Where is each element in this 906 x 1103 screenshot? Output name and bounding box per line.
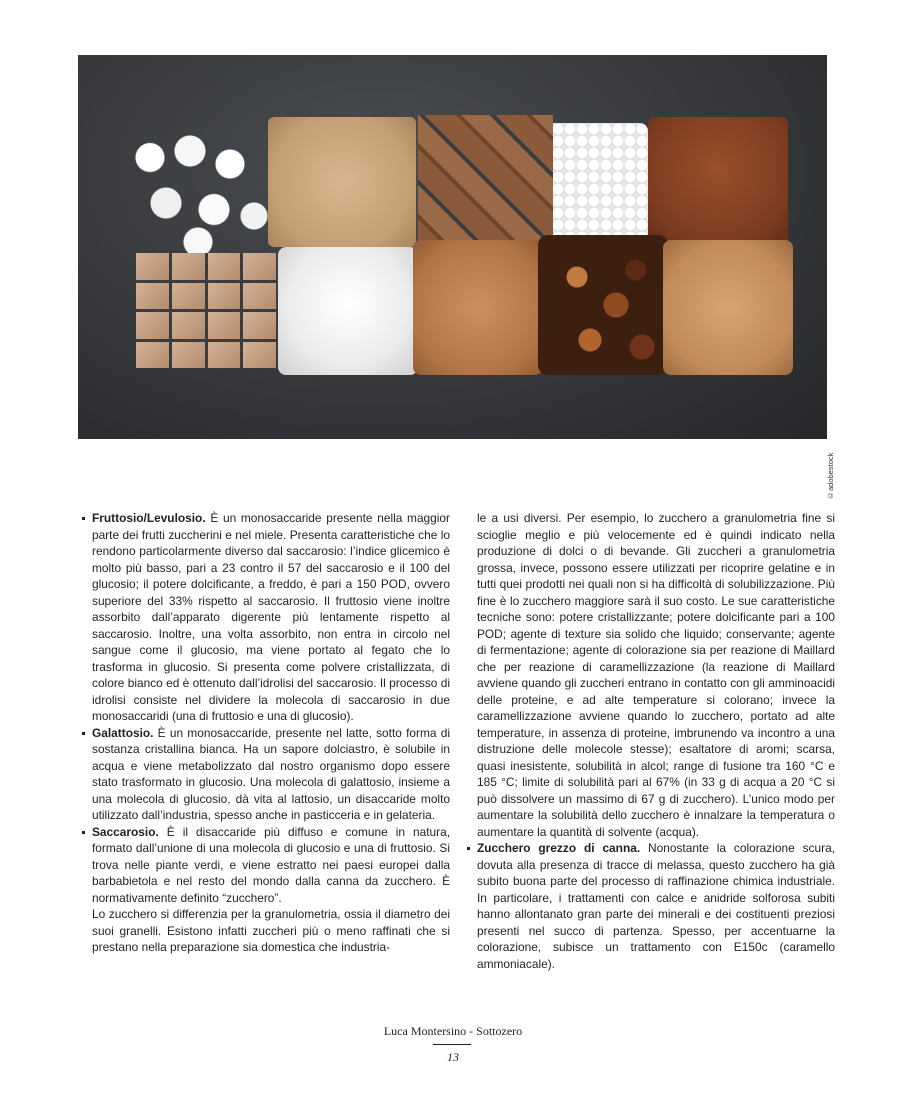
saccarosio-term: Saccarosio.	[92, 824, 159, 839]
amber-raw-sugar	[663, 240, 793, 375]
galattosio-paragraph	[92, 725, 450, 824]
galattosio-description: È un monosaccaride, presente nel latte, sotto forma di sostanza cristallina bianca. Ha un sapore dolciastro, è solubile in acqua e viene metabolizzato dal nostro organismo dopo essere stato trasformato in glucosio. Una molecola di galattosio, insieme a una molecola di glucosio, dà vita al lattosio, un disaccaride molto utilizzato dall’industria, spesso anche in pasticceria e in gelateria.	[92, 725, 450, 822]
fruttosio-paragraph	[92, 510, 450, 725]
brown-sugar-cubes	[418, 115, 553, 250]
granulometria-paragraph: Lo zucchero si differenzia per la granulometria, ossia il diametro dei suoi granelli. Esistono infatti zuccheri più o meno raffinati che si prestano nella preparazione sia domestica che industria-	[92, 907, 450, 954]
footer-divider	[433, 1044, 471, 1045]
white-granulated-sugar	[278, 247, 418, 375]
dark-brown-sugar	[648, 117, 788, 247]
white-sugar-cubes	[118, 125, 278, 255]
grezzo-paragraph	[477, 840, 835, 972]
cane-sugar-cube-grid	[136, 253, 276, 368]
granulometria-continuation: le a usi diversi. Per esempio, lo zucchero a granulometria fine si scioglie meglio e più velocemente ed è quindi indicato nella produzione di dolci o di bevande. Gli zuccheri a granulometria grossa, invece, possono essere utilizzati per ricoprire gelatine e in tutti quei prodotti nei quali non si ha difficoltà di solubilizzazione. Più fine è lo zucchero maggiore sarà il suo costo. Le sue caratteristiche tecniche sono: potere cristallizzante; potere dolcificante pari a 100 POD; agente di texture sia solido che liquido; conservante; agente di fermentazione; agente di colorazione sia per reazione di Maillard che per reazione di caramellizzazione (la reazione di Maillard avviene quando gli zuccheri entrano in contatto con gli amminoacidi delle proteine, e ad alte temperature si colorano; invece la caramellizzazione avviene quando lo zucchero, portato ad alte temperature, in assenza di proteine, imbrunendo va incontro a una distruzione delle molecole stesse); esaltatore di aromi; scarsa, quasi inesistente, solubilità in alcol; range di fusione tra 160 °C e 185 °C; limite di solubilità pari al 67% (in 33 g di acqua a 20 °C si può dissolvere un massimo di 67 g di zucchero). L’unico modo per aumentare la solubilità dello zucchero è innalzare la temperatura o aumentare la quantità di solvente (acqua).	[477, 511, 835, 839]
grezzo-term: Zucchero grezzo di canna.	[477, 841, 641, 855]
left-text-column	[92, 510, 450, 956]
fruttosio-description: È un monosaccaride presente nella maggior parte dei frutti zuccherini e nel miele. Presenta caratteristiche che lo rendono particolarmente diverso dal saccarosio: l’indice glicemico è molto più basso, pari a 23 contro il 57 del saccarosio e il 100 del glucosio; il potere dolcificante, a freddo, è pari a 150 POD, ovvero superiore del 33% rispetto al saccarosio. Il fruttosio viene inoltre assorbito dall’apparato digerente più lentamente rispetto al saccarosio. Inoltre, una volta assorbito, non entra in circolo nel sangue come il glucosio, ma viene portato al fegato che lo trasforma in glucosio. Si presenta come polvere cristallizzata, di colore bianco ed è ottenuto dall’idrolisi del saccarosio. Il processo di idrolisi consiste nel dividere la molecola di saccarosio in due monosaccaridi (una di fruttosio e una di glucosio).	[92, 511, 450, 723]
coarse-cane-sugar	[413, 240, 543, 375]
grezzo-description: Nonostante la colorazione scura, dovuta alla presenza di tracce di melassa, questo zucchero ha già subito buona parte del processo di raffinazione chimica industriale. In particolare, i trattamenti con calce e anidride solforosa subiti hanno allontanato gran parte dei minerali e dei costituenti preziosi presenti nel succo di partenza. Spesso, per accentuarne la colorazione, subisce un trattamento con E150c (caramello ammoniacale).	[477, 841, 835, 971]
saccarosio-description: È il disaccaride più diffuso e comune in natura, formato dall’unione di una molecola di glucosio e una di fruttosio. Si trova nelle piante verdi, e viene estratto nei paesi europei dalla barbabietola e nel resto del mondo dalla canna da zucchero. È normativamente definito “zucchero”.	[92, 824, 450, 905]
sugar-varieties-photo	[78, 55, 827, 439]
right-text-column	[477, 510, 835, 972]
rock-sugar-crystals	[538, 235, 668, 375]
saccarosio-paragraph	[92, 824, 450, 907]
galattosio-term: Galattosio.	[92, 725, 154, 740]
running-footer: Luca Montersino - Sottozero	[383, 1024, 523, 1038]
photo-credit: ©adobestock	[826, 452, 835, 500]
fruttosio-term: Fruttosio/Levulosio.	[92, 511, 206, 525]
light-brown-sugar	[268, 117, 416, 247]
page-number: 13	[447, 1050, 459, 1064]
